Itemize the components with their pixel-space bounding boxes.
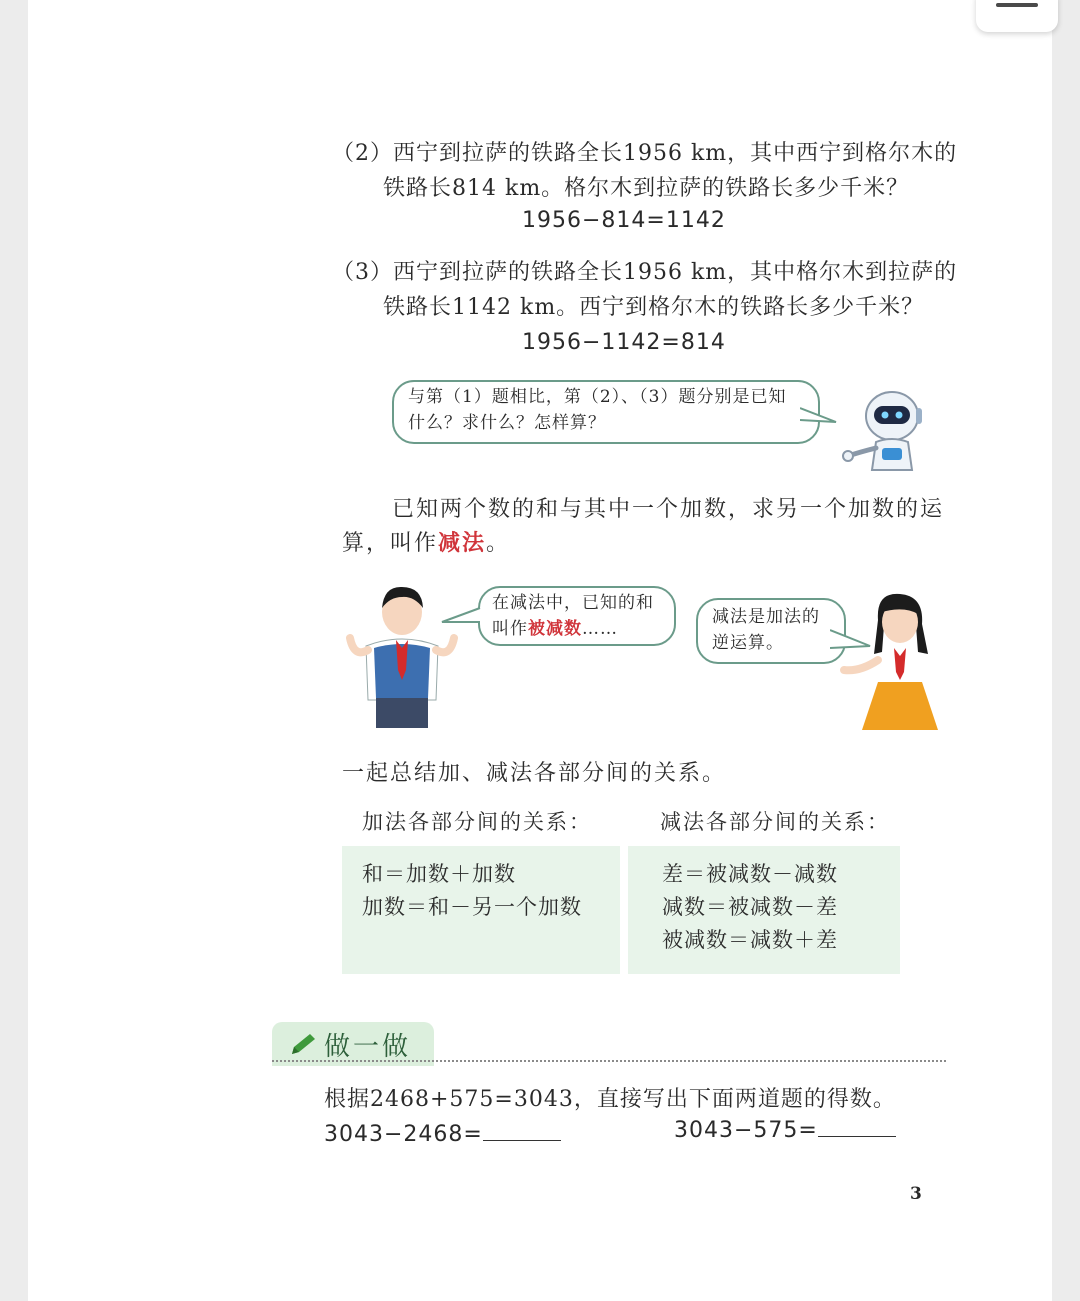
handle-bar bbox=[996, 3, 1038, 7]
problem-2-equation: 1956−814=1142 bbox=[522, 208, 726, 233]
answer-blank-1[interactable] bbox=[483, 1122, 561, 1141]
subtraction-relations-panel bbox=[628, 846, 900, 974]
boy-bubble-line-1: 在减法中，已知的和 bbox=[492, 593, 654, 613]
definition-line-2 bbox=[342, 526, 510, 557]
practice-title: 做一做 bbox=[324, 1032, 412, 1062]
pull-down-handle[interactable] bbox=[976, 0, 1058, 32]
robot-bubble-line-1: 与第（1）题相比，第（2）、（3）题分别是已知 bbox=[408, 387, 787, 407]
pencil-icon bbox=[288, 1032, 318, 1058]
problem-3-line-2: 铁路长1142 km。西宁到格尔木的铁路长多少千米？ bbox=[383, 295, 925, 320]
definition-prefix: 算，叫作 bbox=[342, 531, 439, 556]
subtraction-relation-1: 差＝被减数－减数 bbox=[662, 862, 838, 886]
answer-blank-2[interactable] bbox=[818, 1118, 896, 1137]
problem-2-line-2: 铁路长814 km。格尔木到拉萨的铁路长多少千米？ bbox=[383, 176, 910, 201]
girl-bubble-line-2: 逆运算。 bbox=[712, 633, 784, 653]
problem-2-line-1: （2）西宁到拉萨的铁路全长1956 km，其中西宁到格尔木的 bbox=[332, 141, 958, 166]
subtraction-relation-2: 减数＝被减数－差 bbox=[662, 895, 838, 919]
addition-relation-2: 加数＝和－另一个加数 bbox=[362, 895, 582, 919]
practice-question-1 bbox=[324, 1122, 561, 1147]
girl-speech-bubble bbox=[696, 598, 846, 664]
question-2-expression: 3043−575= bbox=[674, 1118, 818, 1143]
addition-relations-panel bbox=[342, 846, 620, 974]
girl-bubble-line-1: 减法是加法的 bbox=[712, 607, 820, 627]
question-1-expression: 3043−2468= bbox=[324, 1122, 483, 1147]
page-number: 3 bbox=[910, 1184, 922, 1204]
subtraction-heading: 减法各部分间的关系： bbox=[660, 810, 890, 834]
addition-relation-1: 和＝加数＋加数 bbox=[362, 862, 516, 886]
girl-illustration bbox=[838, 590, 946, 734]
problem-3-line-1: （3）西宁到拉萨的铁路全长1956 km，其中格尔木到拉萨的 bbox=[332, 260, 958, 285]
definition-suffix: 。 bbox=[486, 531, 511, 556]
boy-bubble-tail bbox=[440, 604, 482, 630]
robot-bubble-line-2: 什么？求什么？怎样算？ bbox=[408, 413, 606, 433]
robot-illustration bbox=[842, 390, 924, 474]
robot-bubble-tail bbox=[800, 404, 840, 428]
boy-bubble-prefix: 叫作 bbox=[492, 619, 528, 639]
boy-bubble-suffix: …… bbox=[582, 619, 618, 639]
boy-bubble-line-2 bbox=[492, 616, 674, 642]
robot-speech-bubble bbox=[392, 380, 820, 444]
problem-3-equation: 1956−1142=814 bbox=[522, 330, 726, 355]
summary-intro: 一起总结加、减法各部分间的关系。 bbox=[342, 761, 727, 786]
definition-term-subtraction: 减法 bbox=[438, 530, 487, 556]
practice-instruction: 根据2468+575=3043，直接写出下面两道题的得数。 bbox=[324, 1087, 896, 1112]
boy-bubble-term-minuend: 被减数 bbox=[528, 619, 582, 639]
practice-divider bbox=[272, 1060, 946, 1062]
definition-line-1: 已知两个数的和与其中一个加数，求另一个加数的运 bbox=[392, 497, 945, 522]
practice-question-2 bbox=[674, 1118, 896, 1143]
boy-speech-bubble bbox=[478, 586, 676, 646]
addition-heading: 加法各部分间的关系： bbox=[362, 810, 592, 834]
subtraction-relation-3: 被减数＝减数＋差 bbox=[662, 928, 838, 952]
